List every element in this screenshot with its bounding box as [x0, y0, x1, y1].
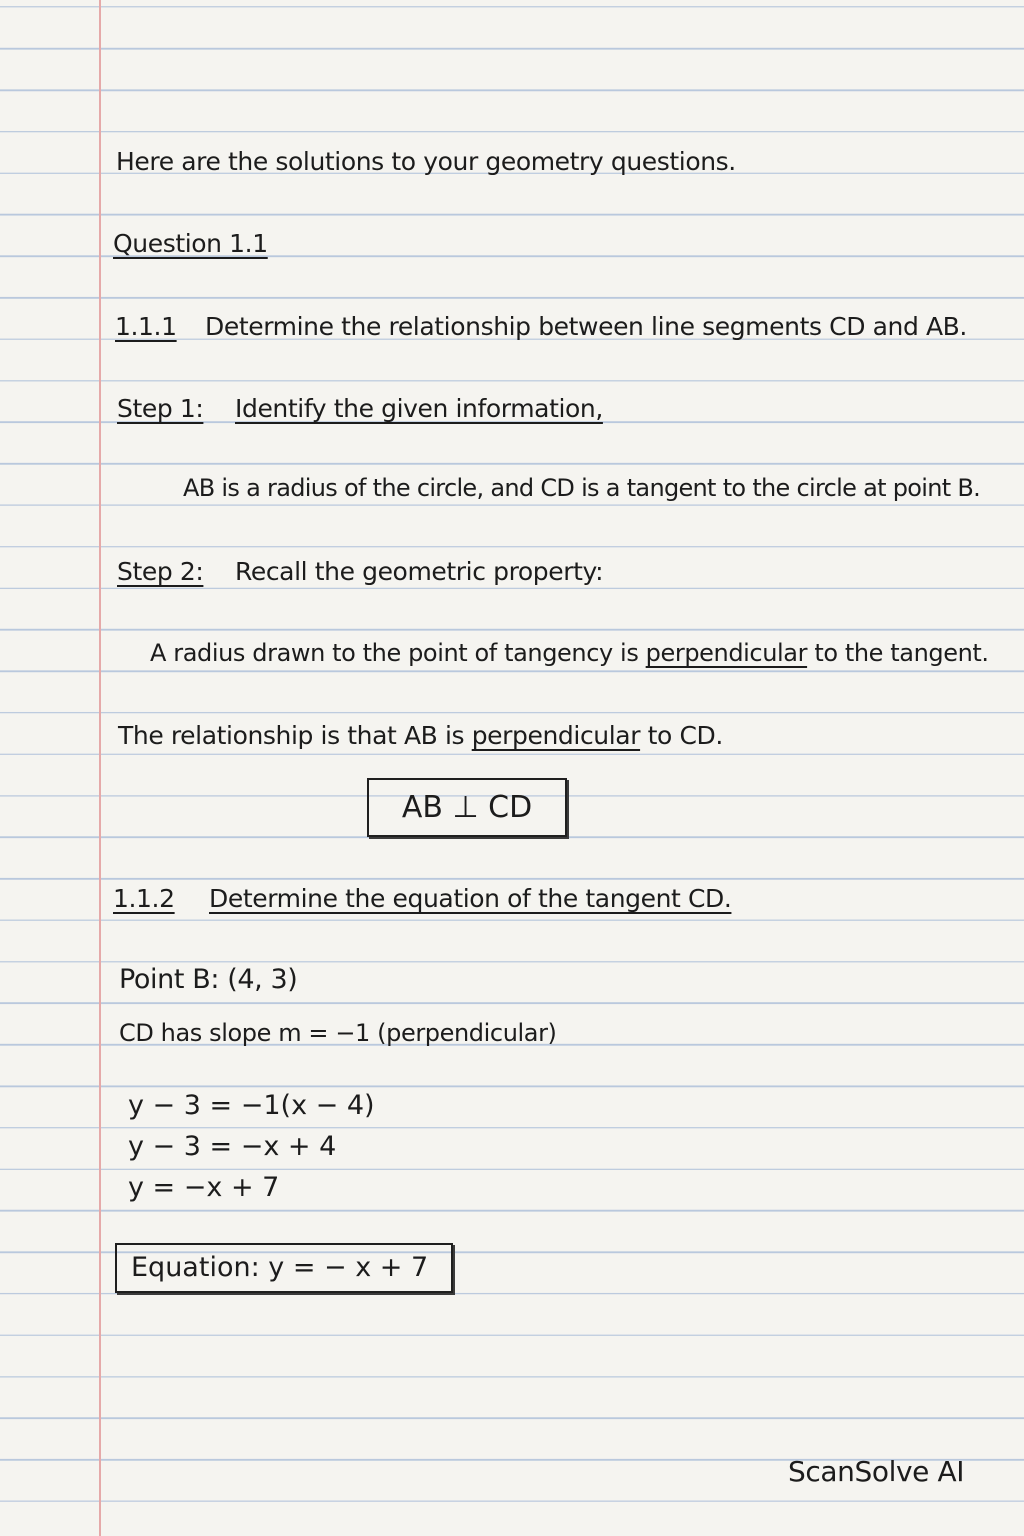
intro-text: Here are the solutions to your geometry questions.	[116, 147, 736, 176]
step1-text: AB is a radius of the circle, and CD is a tangent to the circle at point B.	[183, 474, 981, 502]
part1-number: 1.1.1	[115, 312, 177, 341]
question-title: Question 1.1	[113, 229, 268, 258]
conclusion-emphasis: perpendicular	[471, 721, 641, 750]
conclusion-before: The relationship is that AB is	[118, 721, 465, 750]
step2-label: Step 2:	[117, 557, 204, 586]
step2-text-after: to the tangent.	[814, 639, 989, 667]
answer-2: Equation: y = − x + 7	[131, 1252, 429, 1283]
step1-title: Identify the given information,	[235, 394, 603, 423]
part2-number: 1.1.2	[113, 884, 175, 913]
conclusion-text	[118, 720, 723, 752]
work-line-1: y − 3 = −1(x − 4)	[128, 1090, 375, 1121]
answer-box-1	[367, 778, 567, 837]
work-line-2: y − 3 = −x + 4	[128, 1131, 337, 1162]
step2-text-before: A radius drawn to the point of tangency is	[150, 639, 639, 667]
step2-text	[150, 637, 989, 669]
answer-1: AB ⊥ CD	[401, 789, 533, 825]
brand-signature: ScanSolve AI	[788, 1455, 965, 1488]
step2-title: Recall the geometric property:	[235, 557, 604, 586]
step1-label: Step 1:	[117, 394, 204, 423]
step2-text-emphasis: perpendicular	[645, 639, 808, 667]
slope-text: CD has slope m = −1 (perpendicular)	[119, 1019, 557, 1047]
margin-line	[99, 0, 101, 1536]
part2-heading: Determine the equation of the tangent CD.	[209, 884, 732, 913]
work-line-3: y = −x + 7	[128, 1172, 280, 1203]
part1-heading: Determine the relationship between line segments CD and AB.	[205, 312, 967, 341]
conclusion-after: to CD.	[647, 721, 723, 750]
point-b: Point B: (4, 3)	[119, 964, 298, 995]
answer-box-2	[115, 1243, 453, 1293]
